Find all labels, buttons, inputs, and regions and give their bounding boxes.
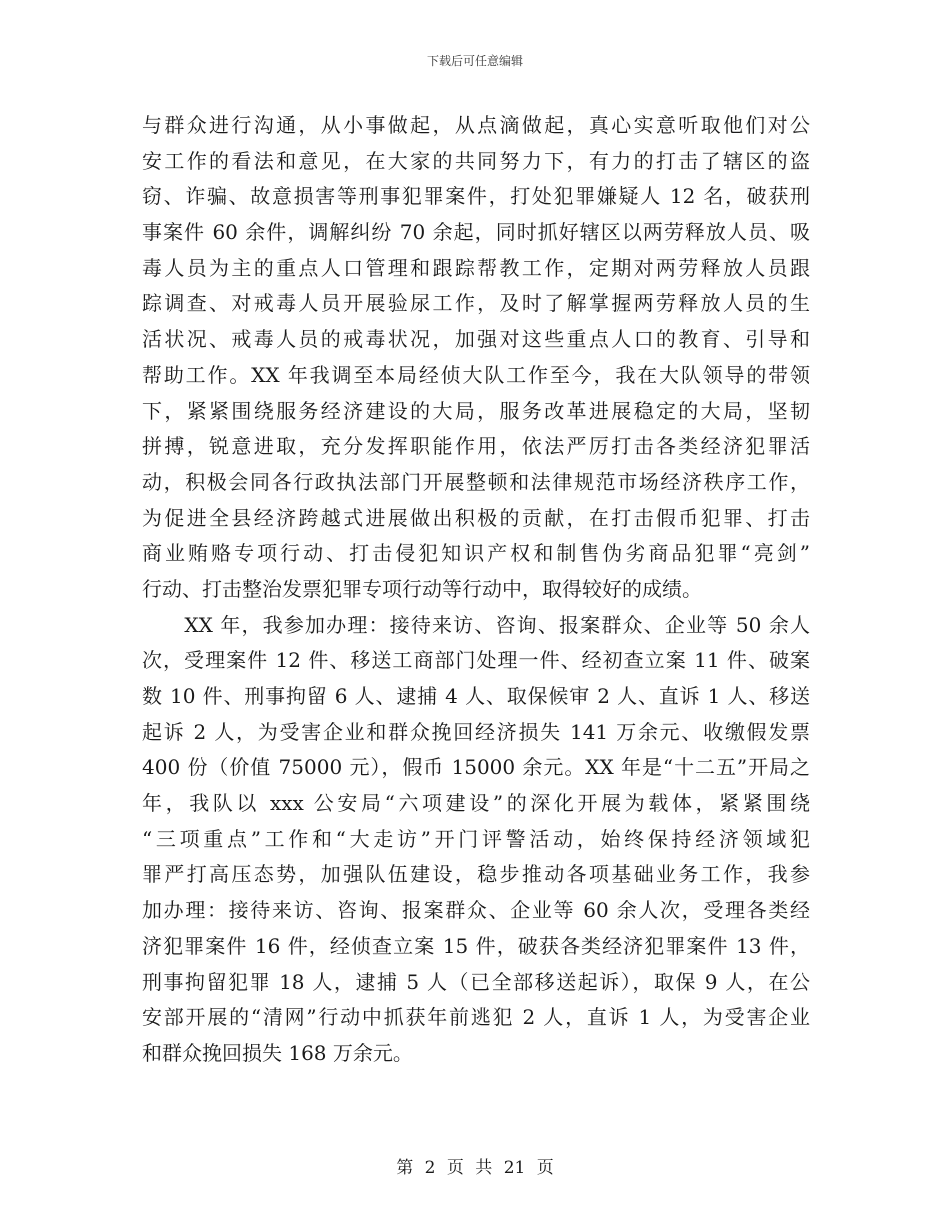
body-line: 踪调查、对戒毒人员开展验尿工作，及时了解掌握两劳释放人员的生	[142, 291, 810, 316]
body-line: 和群众挽回损失 168 万余元。	[142, 1040, 413, 1065]
body-line: 年，我队以 xxx 公安局“六项建设”的深化开展为载体，紧紧围绕	[142, 791, 810, 816]
body-line: 罪严打高压态势，加强队伍建设，稳步推动各项基础业务工作，我参	[142, 862, 810, 887]
body-line: 次，受理案件 12 件、移送工商部门处理一件、经初查立案 11 件、破案	[142, 648, 810, 673]
body-line: 加办理：接待来访、咨询、报案群众、企业等 60 余人次，受理各类经	[142, 898, 810, 923]
body-line: 刑事拘留犯罪 18 人，逮捕 5 人（已全部移送起诉），取保 9 人，在公	[142, 969, 810, 994]
body-line: 为促进全县经济跨越式进展做出积极的贡献，在打击假币犯罪、打击	[142, 505, 810, 530]
body-line: 济犯罪案件 16 件，经侦查立案 15 件，破获各类经济犯罪案件 13 件，	[142, 933, 810, 958]
body-line: 400 份（价值 75000 元），假币 15000 余元。XX 年是“十二五”开局之	[142, 755, 810, 780]
body-line: 拼搏，锐意进取，充分发挥职能作用，依法严厉打击各类经济犯罪活	[142, 434, 810, 459]
body-line: 安部开展的“清网”行动中抓获年前逃犯 2 人，直诉 1 人，为受害企业	[142, 1005, 810, 1030]
body-line: 行动、打击整治发票犯罪专项行动等行动中，取得较好的成绩。	[142, 576, 702, 601]
page-footer-number: 第 2 页 共 21 页	[396, 1158, 554, 1178]
body-line: 帮助工作。XX 年我调至本局经侦大队工作至今，我在大队领导的带领	[142, 362, 810, 387]
body-line: 与群众进行沟通，从小事做起，从点滴做起，真心实意听取他们对公	[142, 113, 810, 137]
body-line: 活状况、戒毒人员的戒毒状况，加强对这些重点人口的教育、引导和	[142, 327, 810, 352]
body-line: 毒人员为主的重点人口管理和跟踪帮教工作，定期对两劳释放人员跟	[142, 255, 810, 280]
body-line: 安工作的看法和意见，在大家的共同努力下，有力的打击了辖区的盗	[142, 148, 810, 173]
body-line: 窃、诈骗、故意损害等刑事犯罪案件，打处犯罪嫌疑人 12 名，破获刑	[142, 184, 810, 209]
body-line: 商业贿赂专项行动、打击侵犯知识产权和制售伪劣商品犯罪“亮剑”	[142, 541, 810, 566]
body-line: “三项重点”工作和“大走访”开门评警活动，始终保持经济领域犯	[142, 826, 810, 851]
body-line: XX 年，我参加办理：接待来访、咨询、报案群众、企业等 50 余人	[142, 612, 810, 637]
body-line: 动，积极会同各行政执法部门开展整顿和法律规范市场经济秩序工作，	[142, 469, 810, 494]
body-line: 下，紧紧围绕服务经济建设的大局，服务改革进展稳定的大局，坚韧	[142, 398, 810, 423]
body-line: 数 10 件、刑事拘留 6 人、逮捕 4 人、取保候审 2 人、直诉 1 人、移送	[142, 684, 810, 708]
document-body	[142, 108, 810, 1072]
page-header-note: 下载后可任意编辑	[426, 54, 523, 68]
body-line: 起诉 2 人，为受害企业和群众挽回经济损失 141 万余元、收缴假发票	[142, 719, 810, 744]
body-line: 事案件 60 余件，调解纠纷 70 余起，同时抓好辖区以两劳释放人员、吸	[142, 220, 810, 245]
